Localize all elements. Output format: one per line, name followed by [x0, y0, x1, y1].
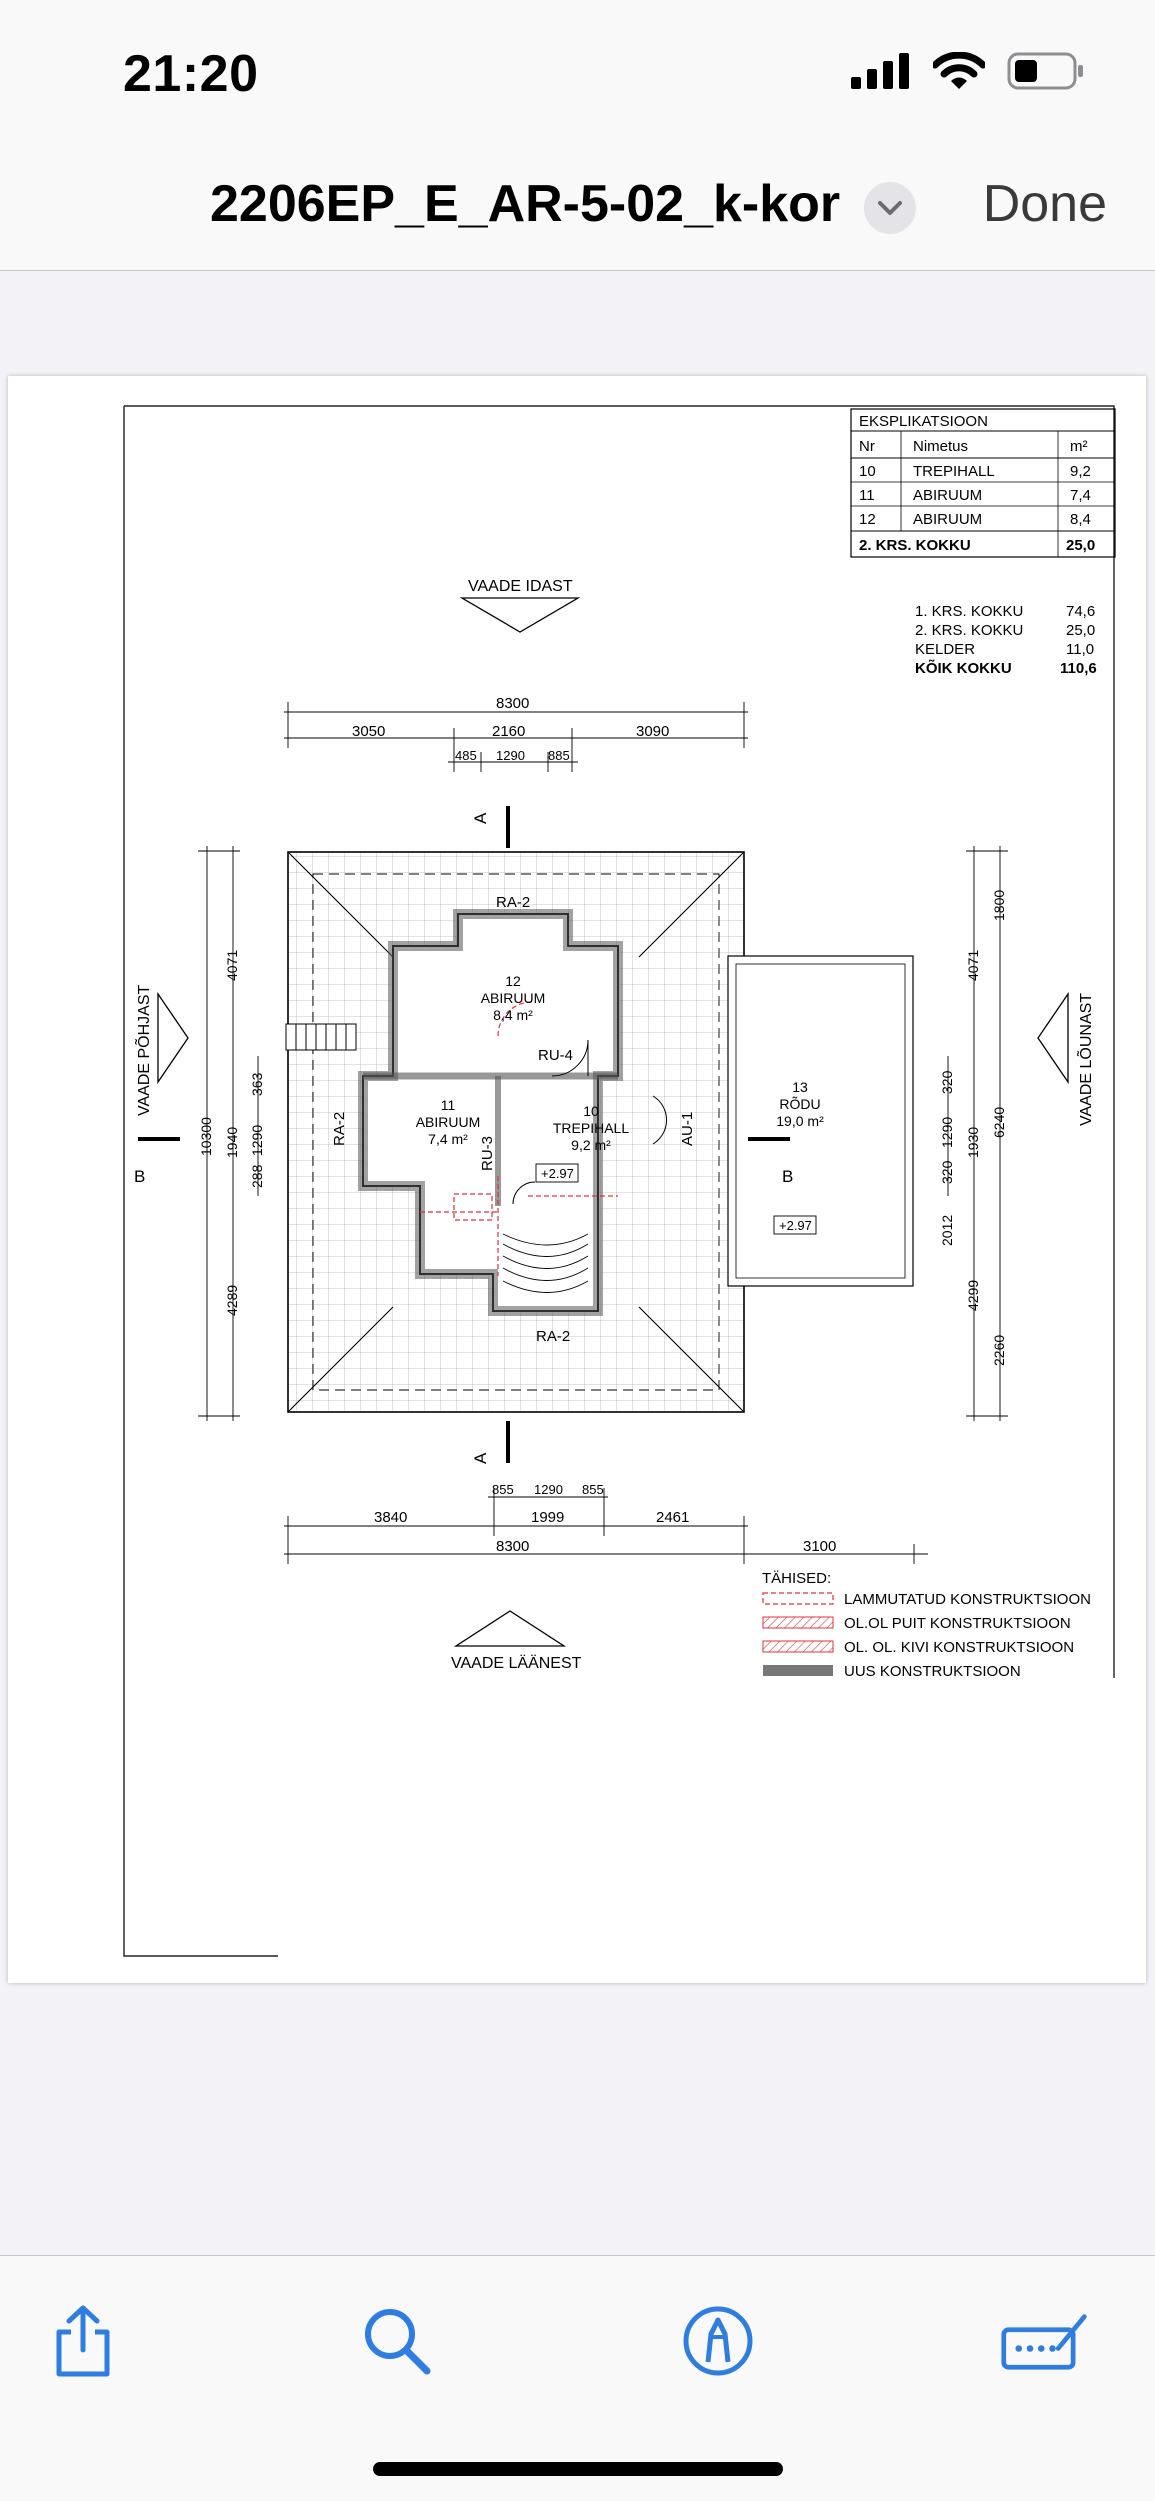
pdf-page[interactable] [8, 376, 1146, 1983]
room-area: 19,0 m² [776, 1113, 824, 1129]
explication-row-name: ABIRUUM [913, 511, 983, 528]
tag-label: RA-2 [331, 1111, 348, 1146]
room-number: 11 [440, 1097, 456, 1113]
explication-row-name: ABIRUUM [913, 487, 983, 504]
dimension-label: 320 [939, 1070, 955, 1094]
explication-title: EKSPLIKATSIOON [859, 413, 988, 430]
dimension-label: 6240 [991, 1106, 1007, 1138]
area-totals [915, 603, 1097, 677]
dimension-label: 1800 [991, 889, 1007, 921]
dimension-label: 1290 [249, 1124, 265, 1156]
dimensions-left [198, 846, 265, 1421]
dimension-label: 1290 [939, 1116, 955, 1148]
search-button[interactable] [352, 2296, 442, 2386]
room-area: 7,4 m² [428, 1131, 468, 1147]
view-label-west: VAADE LÄÄNEST [451, 1655, 582, 1672]
total-value: 11,0 [1066, 641, 1095, 658]
explication-total-label: 2. KRS. KOKKU [859, 537, 971, 554]
section-label: A [471, 812, 490, 824]
battery-icon [1007, 52, 1085, 90]
dimension-label: 4299 [965, 1279, 981, 1311]
cellular-signal-icon [851, 53, 911, 89]
dimension-label: 3840 [374, 1509, 408, 1526]
document-title[interactable]: 2206EP_E_AR-5-02_k-kor [210, 175, 841, 233]
dimension-label: 10300 [198, 1117, 214, 1156]
dimension-label: 8300 [496, 1538, 530, 1555]
legend-title: TÄHISED: [762, 1570, 832, 1587]
section-label: B [782, 1167, 794, 1186]
view-marker-north [133, 984, 188, 1116]
total-label: KÕIK KOKKU [915, 660, 1012, 677]
document-viewer[interactable] [0, 271, 1155, 2256]
total-label: 2. KRS. KOKKU [915, 622, 1024, 639]
exterior-steps [286, 1024, 356, 1050]
explication-row-nr: 12 [859, 511, 876, 528]
navigation-bar [0, 140, 1155, 271]
view-label-east: VAADE IDAST [468, 578, 573, 595]
legend-item: UUS KONSTRUKTSIOON [844, 1663, 1021, 1680]
dimension-label: 2160 [492, 723, 526, 740]
dimensions-bottom [284, 1482, 928, 1564]
dimension-label: 855 [582, 1482, 604, 1497]
legend-item: OL.OL PUIT KONSTRUKTSIOON [844, 1615, 1071, 1632]
view-marker-south [1038, 993, 1095, 1126]
level-mark: +2.97 [779, 1218, 812, 1233]
dimension-label: 288 [249, 1164, 265, 1188]
total-value: 25,0 [1066, 622, 1096, 639]
explication-row-area: 7,4 [1070, 487, 1091, 504]
total-label: KELDER [915, 641, 976, 658]
dimension-label: 3090 [636, 723, 670, 740]
share-icon [51, 2304, 115, 2378]
room-number: 13 [792, 1079, 808, 1095]
explication-row-nr: 10 [859, 463, 876, 480]
explication-header-nr: Nr [859, 438, 875, 455]
explication-row-name: TREPIHALL [913, 463, 995, 480]
explication-row-area: 9,2 [1070, 463, 1091, 480]
title-menu-button[interactable] [864, 182, 916, 234]
dimension-label: 1999 [531, 1509, 565, 1526]
total-value: 74,6 [1066, 603, 1096, 620]
dimension-label: 4071 [224, 949, 240, 981]
room-name: TREPIHALL [552, 1120, 630, 1136]
markup-button[interactable] [673, 2296, 763, 2386]
floor-plan-drawing [8, 376, 1146, 1983]
dimension-label: 1930 [965, 1126, 981, 1158]
keyboard-signature-icon [1000, 2309, 1090, 2373]
dimension-label: 3050 [352, 723, 386, 740]
explication-header-name: Nimetus [913, 438, 969, 455]
dimension-label: 485 [455, 748, 477, 763]
wifi-icon [933, 52, 985, 90]
section-label: A [471, 1452, 490, 1464]
room-name: ABIRUUM [415, 1114, 481, 1130]
tag-label: RA-2 [496, 894, 531, 911]
dimension-label: 885 [548, 748, 570, 763]
legend-item: OL. OL. KIVI KONSTRUKTSIOON [844, 1639, 1075, 1656]
view-label-south: VAADE LÕUNAST [1078, 992, 1095, 1126]
legend-item: LAMMUTATUD KONSTRUKTSIOON [844, 1591, 1091, 1608]
explication-header-area: m² [1070, 438, 1088, 455]
view-marker-east [462, 578, 578, 632]
dimension-label: 1290 [496, 748, 525, 763]
explication-total-value: 25,0 [1066, 537, 1096, 554]
dimension-label: 2012 [939, 1214, 955, 1246]
status-icons [851, 52, 1085, 90]
view-label-north: VAADE PÕHJAST [136, 984, 153, 1116]
room-area: 8,4 m² [493, 1007, 533, 1023]
share-button[interactable] [38, 2296, 128, 2386]
explication-table [851, 409, 1115, 557]
chevron-down-icon [877, 200, 903, 216]
done-button[interactable]: Done [982, 175, 1107, 233]
dimension-label: 320 [939, 1160, 955, 1184]
room-number: 10 [583, 1103, 599, 1119]
tag-label: AU-1 [679, 1111, 696, 1146]
explication-row-area: 8,4 [1070, 511, 1091, 528]
dimension-label: 1940 [224, 1126, 240, 1158]
dimension-label: 1290 [534, 1482, 563, 1497]
dimension-label: 2260 [991, 1334, 1007, 1366]
tag-label: RU-4 [538, 1047, 574, 1064]
legend-swatch-existing-stone [763, 1641, 833, 1652]
tag-label: RU-3 [479, 1135, 496, 1171]
legend [762, 1570, 1091, 1680]
view-marker-west [451, 1611, 582, 1672]
level-mark: +2.97 [541, 1166, 574, 1181]
status-time: 21:20 [123, 45, 259, 103]
signature-keyboard-button[interactable] [1000, 2296, 1090, 2386]
dimensions-top [284, 695, 748, 772]
dimension-label: 4289 [224, 1284, 240, 1316]
section-label: B [134, 1167, 146, 1186]
tag-label: RA-2 [536, 1328, 571, 1345]
dimension-label: 4071 [965, 949, 981, 981]
room-number: 12 [505, 973, 521, 989]
total-label: 1. KRS. KOKKU [915, 603, 1024, 620]
dimension-label: 2461 [656, 1509, 690, 1526]
legend-swatch-existing-wood [763, 1617, 833, 1628]
dimension-label: 855 [492, 1482, 514, 1497]
dimension-label: 363 [249, 1072, 265, 1096]
dimension-label: 3100 [803, 1538, 837, 1555]
legend-swatch-new [763, 1665, 833, 1676]
explication-row-nr: 11 [859, 487, 875, 504]
dimension-label: 8300 [496, 695, 530, 712]
room-name: RÕDU [779, 1096, 821, 1112]
legend-swatch-demolished [763, 1593, 833, 1604]
home-indicator[interactable] [373, 2462, 783, 2476]
status-bar [0, 0, 1155, 140]
markup-icon [681, 2304, 755, 2378]
search-icon [361, 2305, 433, 2377]
dimensions-right [939, 846, 1008, 1421]
room-area: 9,2 m² [571, 1137, 611, 1153]
room-name: ABIRUUM [480, 990, 546, 1006]
total-value: 110,6 [1060, 660, 1097, 677]
